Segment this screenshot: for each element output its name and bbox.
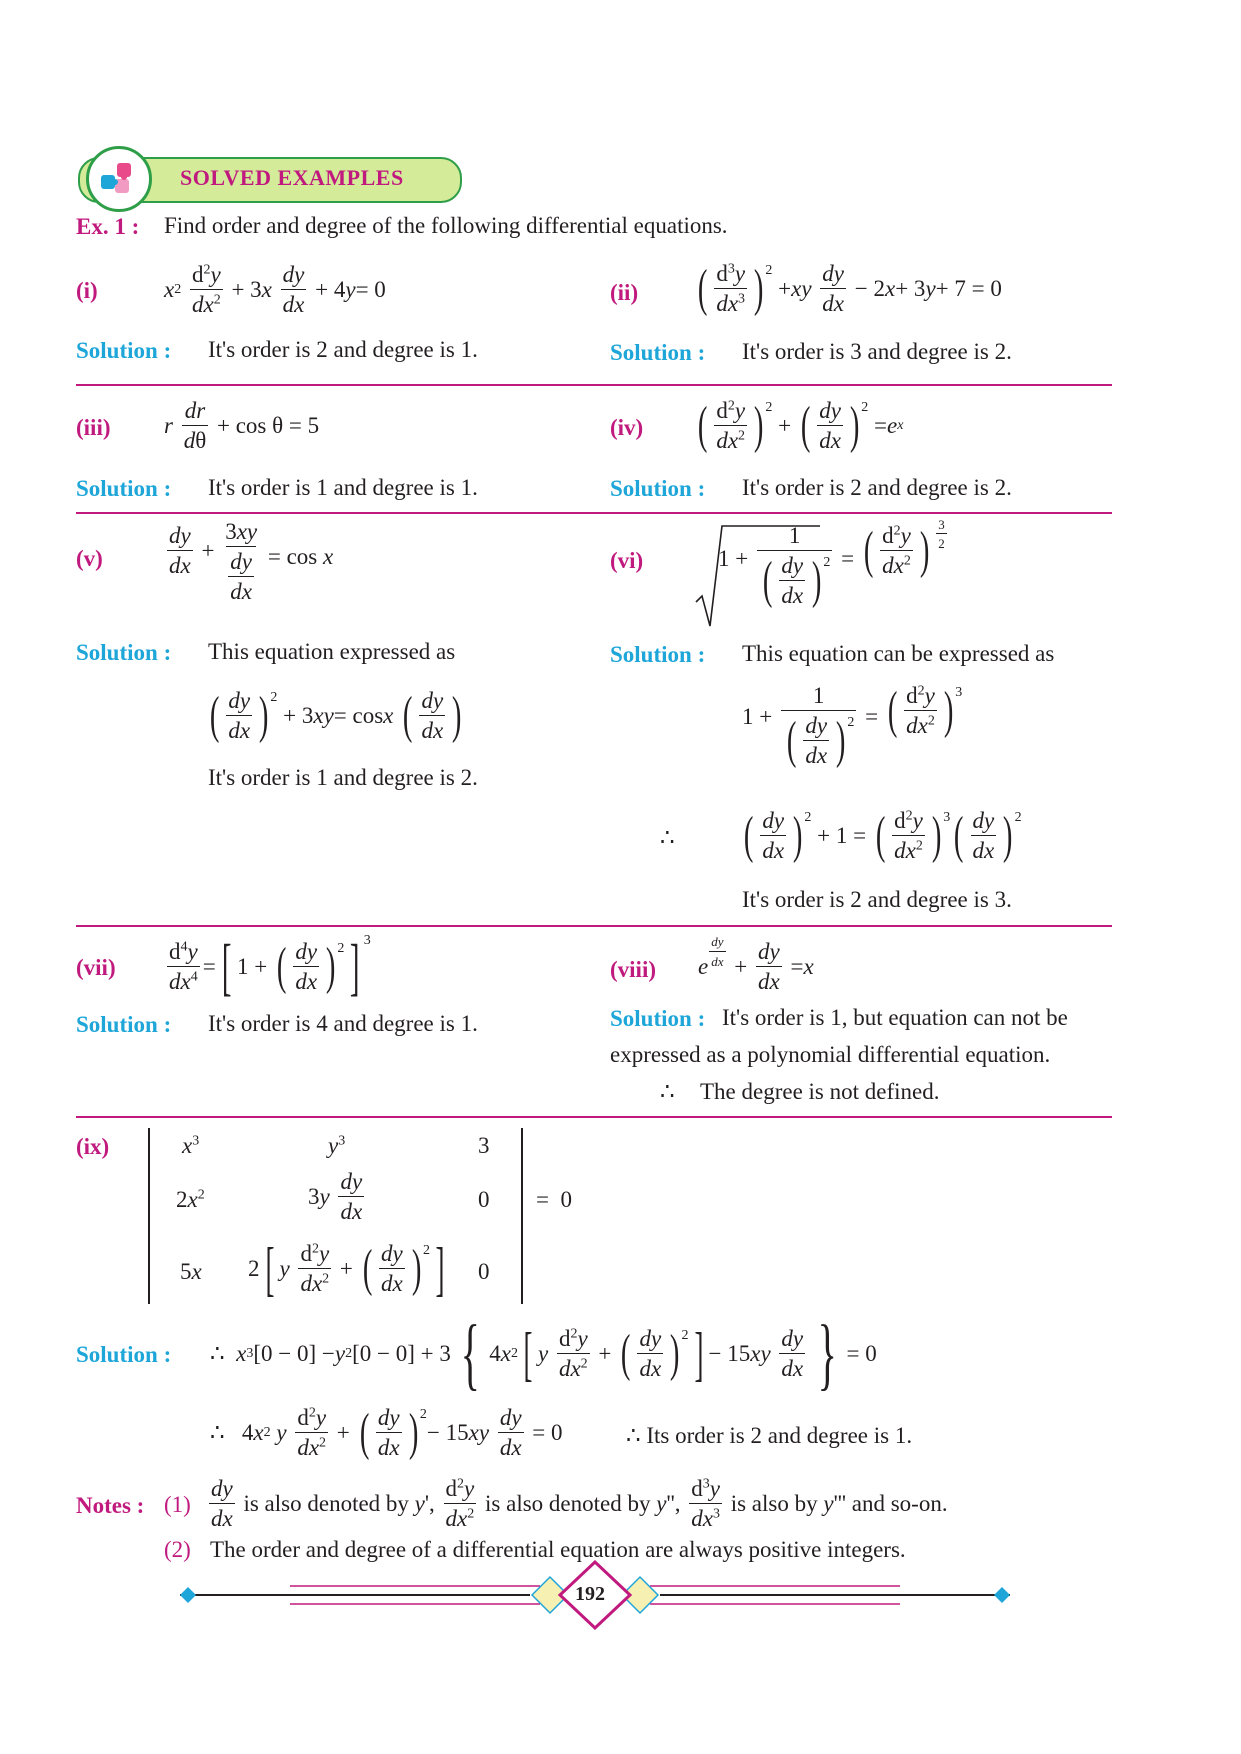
solution-iii: It's order is 1 and degree is 1. bbox=[208, 475, 478, 500]
note-1-text-c: is also by bbox=[730, 1491, 818, 1516]
solution-viii-line1: It's order is 1, but equation can not be bbox=[722, 1005, 1068, 1030]
solution-viii-line3: The degree is not defined. bbox=[700, 1079, 940, 1104]
solution-vii: It's order is 4 and degree is 1. bbox=[208, 1011, 478, 1036]
notes-label: Notes : bbox=[76, 1493, 145, 1518]
section-title: SOLVED EXAMPLES bbox=[180, 165, 404, 190]
note-1-text-d: and so-on. bbox=[851, 1491, 948, 1516]
example-text: Find order and degree of the following differential equations. bbox=[164, 213, 728, 238]
equation-vi-expressed: 1 + 1 ( dy dx ) 2 = ( $d^2y$ $dx^2$ ) 3 bbox=[742, 682, 963, 770]
label-vii: (vii) bbox=[76, 955, 116, 980]
solution-label-v: Solution : bbox=[76, 640, 172, 665]
note-1-text-b: is also denoted by bbox=[485, 1491, 651, 1516]
solution-label-viii: Solution : bbox=[610, 1006, 706, 1031]
equation-vi: 1 + 1 ( dy dx ) 2 = ( $d^2y$ $dx^2$ ) 3 2 bbox=[718, 516, 945, 610]
note-2-text: The order and degree of a differential equation are always positive integers. bbox=[210, 1537, 906, 1562]
divider bbox=[76, 1116, 1112, 1118]
solution-label-ii: Solution : bbox=[610, 340, 706, 365]
det-r3c2: 2 [ y $d^2y$ $dx^2$ + ( dy dx ) 2 ] bbox=[248, 1236, 445, 1302]
solution-vi: It's order is 2 and degree is 3. bbox=[742, 887, 1012, 912]
divider bbox=[76, 925, 1112, 927]
label-ii: (ii) bbox=[610, 280, 639, 305]
page-number: 192 bbox=[575, 1583, 605, 1605]
det-r1c2: $y^3$ bbox=[328, 1133, 346, 1158]
equation-v: dy dx + 3xy $\frac{dy}{dx}$ = cos x bbox=[169, 519, 334, 605]
equation-vi-result: ( dy dx ) 2 + 1 = ( $d^2y$ $dx^2$ ) 3 ( dy dx ) 2 bbox=[743, 807, 1022, 864]
equation-ii: ( $d^3y$ $dx^3$ ) 2 + xy dy dx − 2 x + 3 y + 7 = 0 bbox=[697, 260, 1002, 317]
equation-iii: r dr dθ + cos θ = 5 bbox=[164, 397, 320, 453]
solution-ii: It's order is 3 and degree is 2. bbox=[742, 339, 1012, 364]
solution-label-iv: Solution : bbox=[610, 476, 706, 501]
solution-i: It's order is 2 and degree is 1. bbox=[208, 337, 478, 362]
det-r3c1: 5x bbox=[180, 1259, 202, 1284]
equation-iv: ( $d^2y$ $dx^2$ ) 2 + ( dy dx ) 2 = e x bbox=[697, 397, 904, 454]
equation-ix-step1: ∴ x 3 [0 − 0] − y 2 [0 − 0] + 3 { 4 x 2 [ y $d^2y$ $dx^2$ + ( dy dx ) 2 ] − 15 xy dy dx } = 0 bbox=[210, 1310, 877, 1398]
det-r2c1: $2x^2$ bbox=[176, 1187, 205, 1212]
label-vi: (vi) bbox=[610, 548, 644, 573]
therefore-symbol: ∴ bbox=[660, 825, 675, 850]
label-i: (i) bbox=[76, 278, 98, 303]
solution-v-intro: This equation expressed as bbox=[208, 639, 456, 664]
note-1-number: (1) bbox=[164, 1492, 191, 1517]
determinant-bar-left bbox=[148, 1128, 150, 1304]
det-r3c3: 0 bbox=[478, 1259, 490, 1284]
puzzle-icon bbox=[86, 146, 152, 212]
label-v: (v) bbox=[76, 546, 103, 571]
therefore-symbol: ∴ bbox=[660, 1079, 675, 1104]
solution-iv: It's order is 2 and degree is 2. bbox=[742, 475, 1012, 500]
equation-ix-step2: ∴ 4 x 2 y $d^2y$ $dx^2$ + ( dy dx ) 2 − 15 xy dy dx = 0 bbox=[210, 1404, 563, 1461]
label-viii: (viii) bbox=[610, 957, 656, 982]
equation-v-expressed: ( dy dx ) 2 + 3 xy = cos x ( dy dx ) bbox=[209, 687, 462, 744]
solution-label-ix: Solution : bbox=[76, 1342, 172, 1367]
equation-viii: e dy dx + dy dx = x bbox=[698, 934, 814, 994]
note-1-text-a: is also denoted by bbox=[243, 1491, 409, 1516]
label-iii: (iii) bbox=[76, 415, 111, 440]
solution-label-iii: Solution : bbox=[76, 476, 172, 501]
example-label: Ex. 1 : bbox=[76, 214, 140, 239]
label-ix: (ix) bbox=[76, 1134, 110, 1159]
det-r1c3: 3 bbox=[478, 1133, 490, 1158]
determinant-bar-right bbox=[521, 1128, 523, 1304]
divider bbox=[76, 512, 1112, 514]
det-r1c1: $x^3$ bbox=[182, 1133, 200, 1158]
equation-i: x 2 $d^2y$ $dx^2$ + 3 x dy dx + 4 y = 0 bbox=[164, 261, 386, 317]
det-r2c3: 0 bbox=[478, 1187, 490, 1212]
solution-ix: ∴ Its order is 2 and degree is 1. bbox=[626, 1423, 913, 1448]
det-r2c2: 3 y dy dx bbox=[308, 1168, 363, 1224]
label-iv: (iv) bbox=[610, 415, 644, 440]
divider bbox=[76, 384, 1112, 386]
solution-label-i: Solution : bbox=[76, 338, 172, 363]
solution-label-vii: Solution : bbox=[76, 1012, 172, 1037]
note-2-number: (2) bbox=[164, 1537, 191, 1562]
det-equals-zero: = 0 bbox=[536, 1187, 572, 1212]
note-1: dy dx is also denoted by y ', $d^2y$ $dx^2$ is also denoted by y '', $d^3y$ $dx^3$ is also by y ''' and so-on. bbox=[211, 1475, 948, 1531]
solution-label-vi: Solution : bbox=[610, 642, 706, 667]
equation-vii: $d^4y$ $dx^4$ = [ 1 + ( dy dx ) 2 ] 3 bbox=[169, 931, 371, 1002]
solution-v: It's order is 1 and degree is 2. bbox=[208, 765, 478, 790]
solution-viii-line2: expressed as a polynomial differential equation. bbox=[610, 1042, 1051, 1067]
solution-vi-intro: This equation can be expressed as bbox=[742, 641, 1055, 666]
